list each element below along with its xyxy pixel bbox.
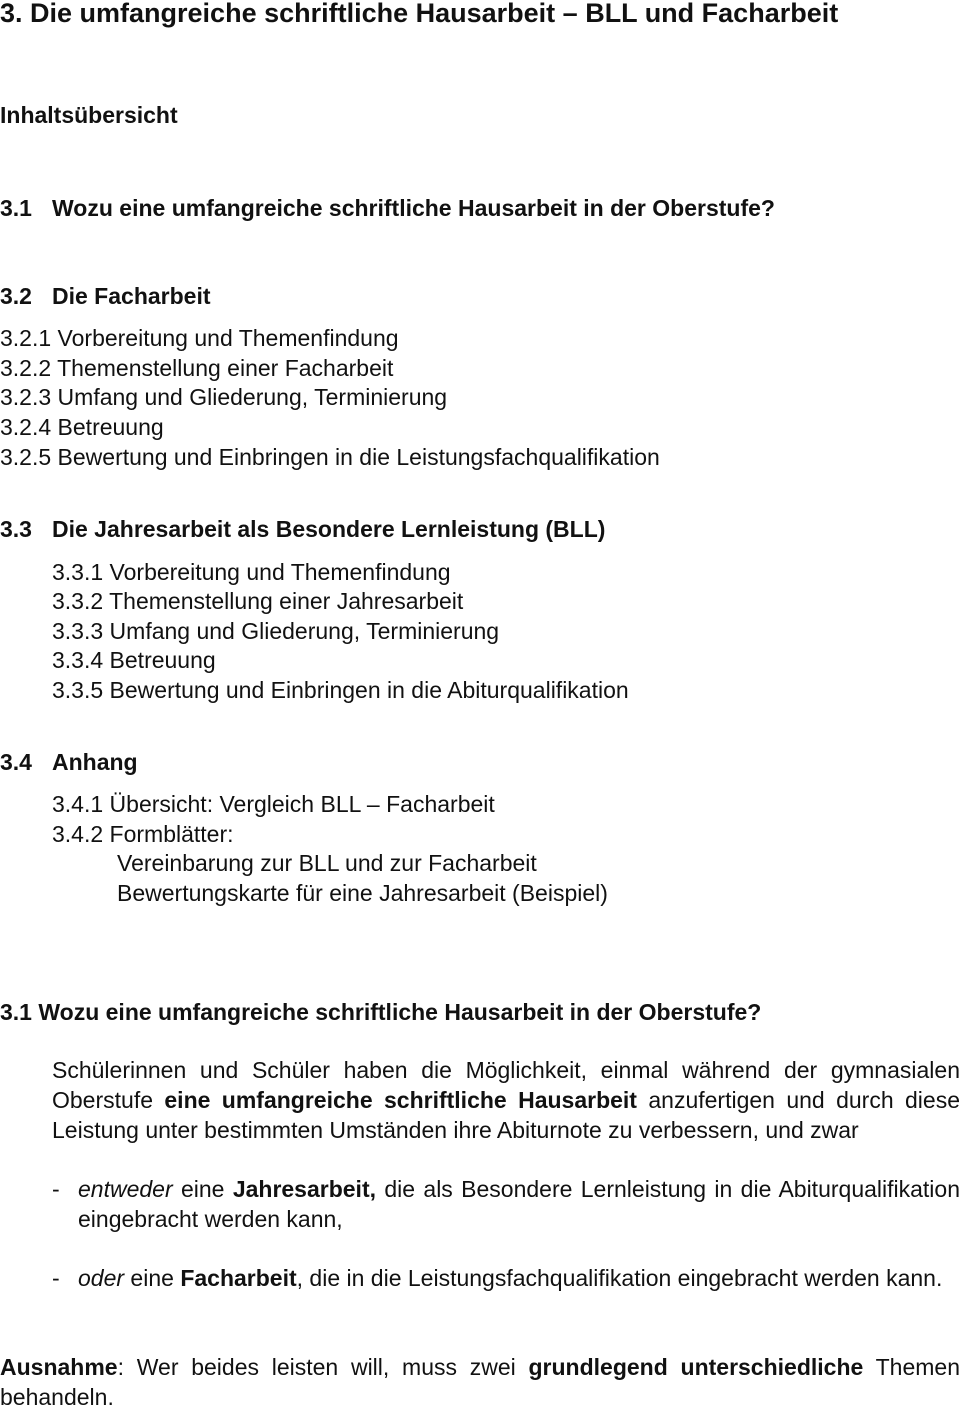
toc-entry-text: Die Facharbeit — [52, 283, 211, 309]
toc-subentry-3-3-3: 3.3.3 Umfang und Gliederung, Terminierung — [52, 618, 500, 644]
bullet-text-pre: eine — [172, 1176, 233, 1202]
toc-entry-number: 3.2 — [0, 283, 32, 309]
intro-text-emphasis: eine umfangreiche schriftliche Hausarbeit — [164, 1087, 637, 1113]
toc-subentry-3-3-4: 3.3.4 Betreuung — [52, 647, 216, 673]
toc-entry-text: Anhang — [52, 749, 138, 775]
toc-entry-text: Die Jahresarbeit als Besondere Lernleistung (BLL) — [52, 516, 606, 542]
toc-entry-3-1 — [0, 195, 775, 221]
bullet-bold: Facharbeit — [180, 1265, 297, 1291]
exception-note — [0, 1352, 960, 1412]
toc-entry-3-3 — [0, 516, 606, 542]
toc-subentry-3-2-2: 3.2.2 Themenstellung einer Facharbeit — [0, 355, 394, 381]
exception-emphasis: grundlegend unterschiedliche — [528, 1354, 864, 1380]
bullet-text-pre: eine — [124, 1265, 181, 1291]
intro-text-end: anzufertigen und durch diese Leistung unter bestimmten Umständen ihre Abiturnote zu verbessern, und zwar — [52, 1087, 960, 1143]
toc-form-item: Vereinbarung zur BLL und zur Facharbeit — [117, 850, 537, 876]
toc-entry-3-2 — [0, 283, 211, 309]
document-title: 3. Die umfangreiche schriftliche Hausarbeit – BLL und Facharbeit — [0, 0, 839, 28]
toc-subentry-3-3-2: 3.3.2 Themenstellung einer Jahresarbeit — [52, 588, 464, 614]
bullet-text — [78, 1263, 960, 1293]
intro-paragraph — [52, 1055, 960, 1145]
toc-entry-number: 3.4 — [0, 749, 32, 775]
toc-subentry-3-2-4: 3.2.4 Betreuung — [0, 414, 164, 440]
bullet-text-post: , die in die Leistungsfachqualifikation eingebracht werden kann. — [296, 1265, 943, 1291]
toc-heading: Inhaltsübersicht — [0, 102, 178, 128]
bullet-bold: Jahresarbeit, — [232, 1176, 377, 1202]
bullet-dash: - — [52, 1176, 60, 1202]
toc-subentry-3-4-2: 3.4.2 Formblätter: — [52, 821, 234, 847]
toc-entry-text: Wozu eine umfangreiche schriftliche Hausarbeit in der Oberstufe? — [52, 195, 775, 221]
toc-subentry-3-2-3: 3.2.3 Umfang und Gliederung, Terminierung — [0, 384, 448, 410]
toc-subentry-3-2-5: 3.2.5 Bewertung und Einbringen in die Leistungsfachqualifikation — [0, 444, 660, 470]
bullet-text — [78, 1174, 960, 1234]
bullet-text-post: die als Besondere Lernleistung in die Abiturqualifikation eingebracht werden kann, — [78, 1176, 960, 1232]
bullet-dash: - — [52, 1265, 60, 1291]
toc-entry-number: 3.3 — [0, 516, 32, 542]
bullet-emphasis: entweder — [78, 1176, 173, 1202]
section-heading: 3.1 Wozu eine umfangreiche schriftliche Hausarbeit in der Oberstufe? — [0, 999, 762, 1025]
toc-subentry-3-2-1: 3.2.1 Vorbereitung und Themenfindung — [0, 325, 399, 351]
intro-text-start: Schülerinnen und Schüler haben die Möglichkeit, einmal während der gymnasialen Oberstufe — [52, 1057, 960, 1113]
exception-text-pre: : Wer beides leisten will, muss zwei — [117, 1354, 529, 1380]
exception-label: Ausnahme — [0, 1354, 118, 1380]
exception-text-post: Themen behandeln. — [0, 1354, 960, 1410]
toc-entry-3-4 — [0, 749, 138, 775]
toc-form-item: Bewertungskarte für eine Jahresarbeit (Beispiel) — [117, 880, 608, 906]
toc-subentry-3-3-5: 3.3.5 Bewertung und Einbringen in die Abiturqualifikation — [52, 677, 629, 703]
toc-subentry-3-3-1: 3.3.1 Vorbereitung und Themenfindung — [52, 559, 451, 585]
toc-entry-number: 3.1 — [0, 195, 32, 221]
bullet-emphasis: oder — [78, 1265, 125, 1291]
toc-subentry-3-4-1: 3.4.1 Übersicht: Vergleich BLL – Facharbeit — [52, 791, 495, 817]
